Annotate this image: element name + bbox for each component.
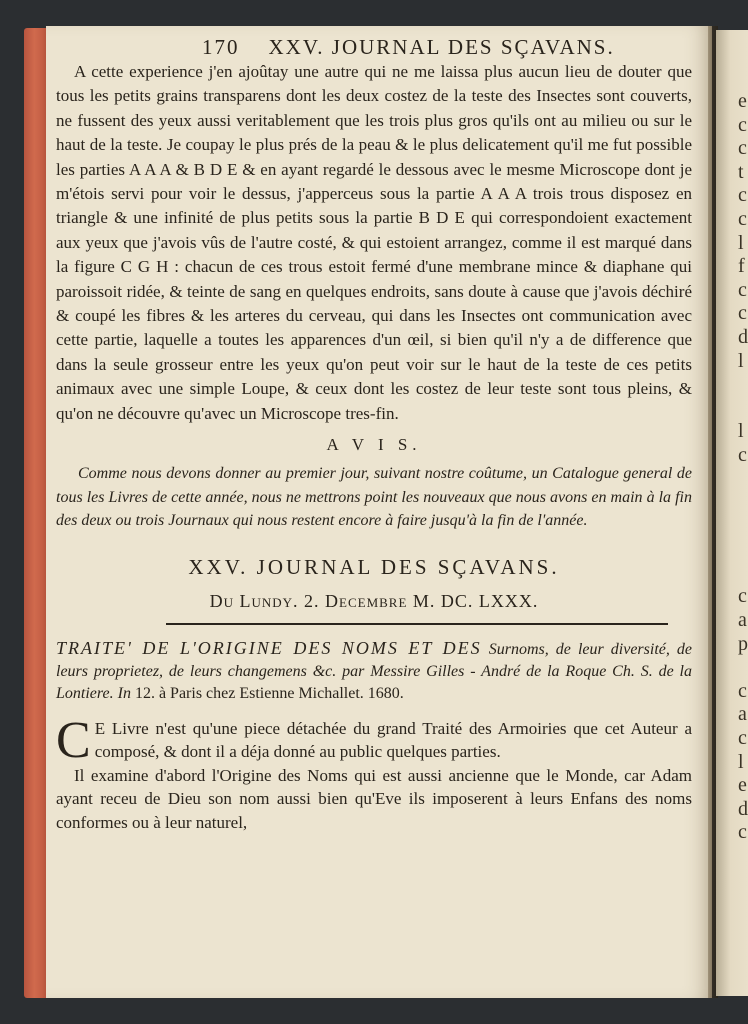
body-paragraph: A cette experience j'en ajoûtay une autre qui ne me laissa plus aucun lieu de douter que tous les petits grains transparens dont les deux costez de la teste des Insectes sont couverts, ne fussent des yeux aussi veritablement que les trois plus gros qu'ils ont au milieu ou sur le haut de la teste. Je coupay le plus prés de la peau & le plus delicatement qu'il me fut possible les parties A A A & B D E & en ayant regardé le dessous avec le mesme Microscope dont je m'étois servi pour voir le dessus, j'apperceus sous la partie A A A trois trous disposez en triangle & une infinité de plus petits sous la partie B D E qui correspondoient exactement aux yeux que j'avois vûs de l'autre costé, & qui estoient arrangez, comme il est marqué dans la figure C G H : chacun de ces trous estoit fermé d'une membrane mince & diaphane qui paroissoit ridée, & teinte de sang en quelques endroits, sans doute à cause que j'avois déchiré & coupé les fibres & les arteres du cerveau, qui dans les Insectes ont communication avec cette partie, laquelle a toutes les apparences d'un œil, si bien qu'il n'y a de difference que dans la seule grosseur entre les yeux qu'on peut voir sur le haut de la teste de ces petits animaux avec une simple Loupe, & ceux dont les costez de leur teste sont tous pleins, & qu'on ne découvre qu'avec un Microscope tres-fin. bbox=[56, 62, 692, 423]
article-second-paragraph: Il examine d'abord l'Origine des Noms qui est aussi ancienne que le Monde, car Adam ayant receu de Dieu son nom aussi bien qu'Eve ils imposerent à leurs Enfans des noms conformes ou à leur naturel, bbox=[56, 765, 692, 832]
drop-cap: C bbox=[56, 711, 91, 769]
issue-date: Du Lundy. 2. Decembre M. DC. LXXX. bbox=[209, 590, 539, 611]
facing-page-edge bbox=[716, 30, 748, 996]
facing-letter bbox=[738, 468, 748, 492]
article-first-text: E Livre n'est qu'une piece détachée du grand Traité des Armoiries que cet Auteur a composé, & dont il a déja donné au public quelques parties. bbox=[94, 718, 692, 762]
facing-letter: c bbox=[738, 727, 747, 750]
facing-letter: e bbox=[738, 774, 747, 797]
facing-letter: t bbox=[738, 160, 744, 183]
facing-letter: c bbox=[738, 821, 747, 844]
facing-letter: c bbox=[738, 302, 747, 325]
avis-title: A V I S. bbox=[326, 435, 422, 455]
facing-letter: c bbox=[738, 207, 747, 230]
avis-body: Comme nous devons donner au premier jour, suivant nostre coûtume, un Catalogue general de tous les Livres de cette année, nous ne mettrons point les nouveaux que nous avons en main à la fin des deux ou trois Journaux qui nous restent encore à faire jusqu'à la fin de l'année. bbox=[56, 465, 692, 530]
running-title: XXV. JOURNAL DES SÇAVANS. bbox=[268, 35, 615, 59]
facing-letter bbox=[738, 562, 748, 586]
facing-letter: a bbox=[738, 703, 747, 726]
facing-letter: l bbox=[738, 231, 744, 254]
facing-letter: c bbox=[738, 443, 747, 466]
facing-letter bbox=[738, 656, 748, 680]
facing-letter: c bbox=[738, 137, 747, 160]
facing-letter: c bbox=[738, 585, 747, 608]
facing-letter bbox=[738, 538, 748, 562]
facing-letter bbox=[738, 397, 748, 421]
facing-letter bbox=[738, 515, 748, 539]
journal-title: XXV. JOURNAL DES SÇAVANS. bbox=[188, 554, 560, 579]
facing-letter: e bbox=[738, 90, 747, 112]
facing-letter: d bbox=[738, 797, 748, 820]
book-entry bbox=[56, 637, 692, 705]
facing-letter: d bbox=[738, 325, 748, 348]
book-title-rest: Surnoms, de leur diversité, de leurs proprietez, de leurs changemens &c. par Messire Gilles - André de la Roque Ch. S. de la Lontiere. In bbox=[56, 640, 693, 702]
facing-letter: c bbox=[738, 679, 747, 702]
book-title-caps: TRAITE' DE L'ORIGINE DES NOMS ET DES bbox=[56, 637, 482, 658]
facing-letter: f bbox=[738, 255, 745, 278]
facing-page-letters bbox=[738, 90, 748, 845]
facing-letter: c bbox=[738, 278, 747, 301]
running-header bbox=[202, 34, 692, 60]
divider-rule bbox=[166, 623, 668, 625]
facing-letter: l bbox=[738, 420, 744, 443]
page-number: 170 bbox=[202, 35, 240, 59]
article-first-paragraph bbox=[56, 711, 692, 769]
facing-letter: c bbox=[738, 184, 747, 207]
book-imprint: 12. à Paris chez Estienne Michallet. 1680. bbox=[134, 684, 404, 702]
facing-letter: l bbox=[738, 750, 744, 773]
facing-letter: c bbox=[738, 113, 747, 136]
facing-letter: p bbox=[738, 632, 748, 655]
facing-letter bbox=[738, 373, 748, 397]
facing-letter: a bbox=[738, 609, 747, 632]
page-text bbox=[56, 34, 692, 834]
facing-letter bbox=[738, 491, 748, 515]
facing-letter: l bbox=[738, 349, 744, 372]
